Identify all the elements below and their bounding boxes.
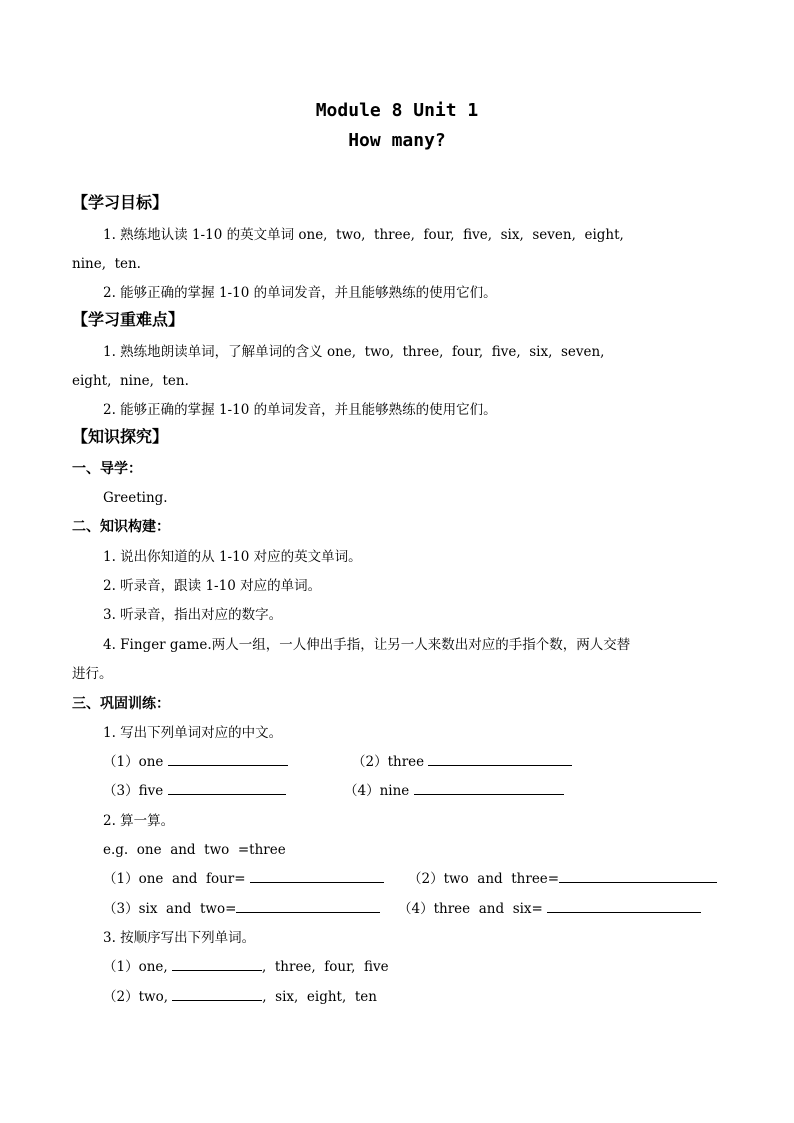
- answer-blank[interactable]: [172, 988, 262, 1001]
- build-item-2: 2. 听录音，跟读 1-10 对应的单词。: [103, 578, 322, 594]
- practice-1-c-label: （3）five: [103, 783, 164, 799]
- practice-3-a-post: , three, four, five: [262, 959, 389, 975]
- practice-2-c: [103, 900, 380, 918]
- practice-2-example: e.g. one and two =three: [103, 842, 286, 858]
- practice-heading: 三、巩固训练：: [72, 696, 170, 712]
- build-item-3: 3. 听录音，指出对应的数字。: [103, 607, 283, 623]
- practice-item-3: 3. 按顺序写出下列单词。: [103, 930, 256, 946]
- practice-1-c: [103, 782, 286, 800]
- practice-2-a-label: （1）one and four=: [103, 871, 246, 887]
- practice-3-b: [103, 988, 377, 1006]
- practice-2-a: [103, 870, 384, 888]
- guide-heading: 一、导学：: [72, 461, 142, 477]
- answer-blank[interactable]: [168, 753, 288, 766]
- section-heading-keypoints: 【学习重难点】: [72, 310, 185, 329]
- page-subtitle: How many?: [348, 130, 446, 151]
- goal-item-1-cont: nine, ten.: [72, 256, 141, 272]
- guide-text: Greeting.: [103, 490, 168, 506]
- practice-2-b-label: （2）two and three=: [408, 871, 560, 887]
- practice-2-d: [398, 900, 701, 918]
- practice-1-a-label: （1）one: [103, 754, 164, 770]
- practice-3-a: [103, 958, 389, 976]
- keypoint-item-1: 1. 熟练地朗读单词，了解单词的含义 one, two, three, four, five, six, seven,: [103, 344, 605, 360]
- page-title: Module 8 Unit 1: [315, 100, 479, 121]
- build-item-4: 4. Finger game.两人一组，一人伸出手指，让另一人来数出对应的手指个数，两人交替: [103, 637, 631, 653]
- keypoint-item-2: 2. 能够正确的掌握 1-10 的单词发音，并且能够熟练的使用它们。: [103, 402, 497, 418]
- practice-2-d-label: （4）three and six=: [398, 901, 543, 917]
- build-heading: 二、知识构建：: [72, 519, 170, 535]
- answer-blank[interactable]: [428, 753, 572, 766]
- section-heading-goals: 【学习目标】: [72, 193, 169, 212]
- goal-item-2: 2. 能够正确的掌握 1-10 的单词发音，并且能够熟练的使用它们。: [103, 285, 497, 301]
- practice-3-b-post: , six, eight, ten: [262, 989, 377, 1005]
- build-item-1: 1. 说出你知道的从 1-10 对应的英文单词。: [103, 549, 362, 565]
- practice-2-b: [408, 870, 717, 888]
- goal-item-1: 1. 熟练地认读 1-10 的英文单词 one, two, three, four, five, six, seven, eight,: [103, 227, 624, 243]
- practice-1-b: [352, 753, 572, 771]
- practice-3-b-pre: （2）two,: [103, 989, 168, 1005]
- keypoint-item-1-cont: eight, nine, ten.: [72, 373, 189, 389]
- section-heading-explore: 【知识探究】: [72, 427, 169, 446]
- answer-blank[interactable]: [236, 900, 380, 913]
- answer-blank[interactable]: [250, 870, 384, 883]
- answer-blank[interactable]: [559, 870, 717, 883]
- answer-blank[interactable]: [172, 958, 262, 971]
- practice-2-c-label: （3）six and two=: [103, 901, 237, 917]
- answer-blank[interactable]: [547, 900, 701, 913]
- practice-1-a: [103, 753, 288, 771]
- build-item-4-cont: 进行。: [72, 666, 113, 682]
- answer-blank[interactable]: [414, 782, 564, 795]
- practice-1-d: [344, 782, 564, 800]
- practice-3-a-pre: （1）one,: [103, 959, 168, 975]
- practice-1-b-label: （2）three: [352, 754, 425, 770]
- practice-item-1: 1. 写出下列单词对应的中文。: [103, 725, 283, 741]
- practice-1-d-label: （4）nine: [344, 783, 410, 799]
- answer-blank[interactable]: [168, 782, 286, 795]
- practice-item-2: 2. 算一算。: [103, 813, 175, 829]
